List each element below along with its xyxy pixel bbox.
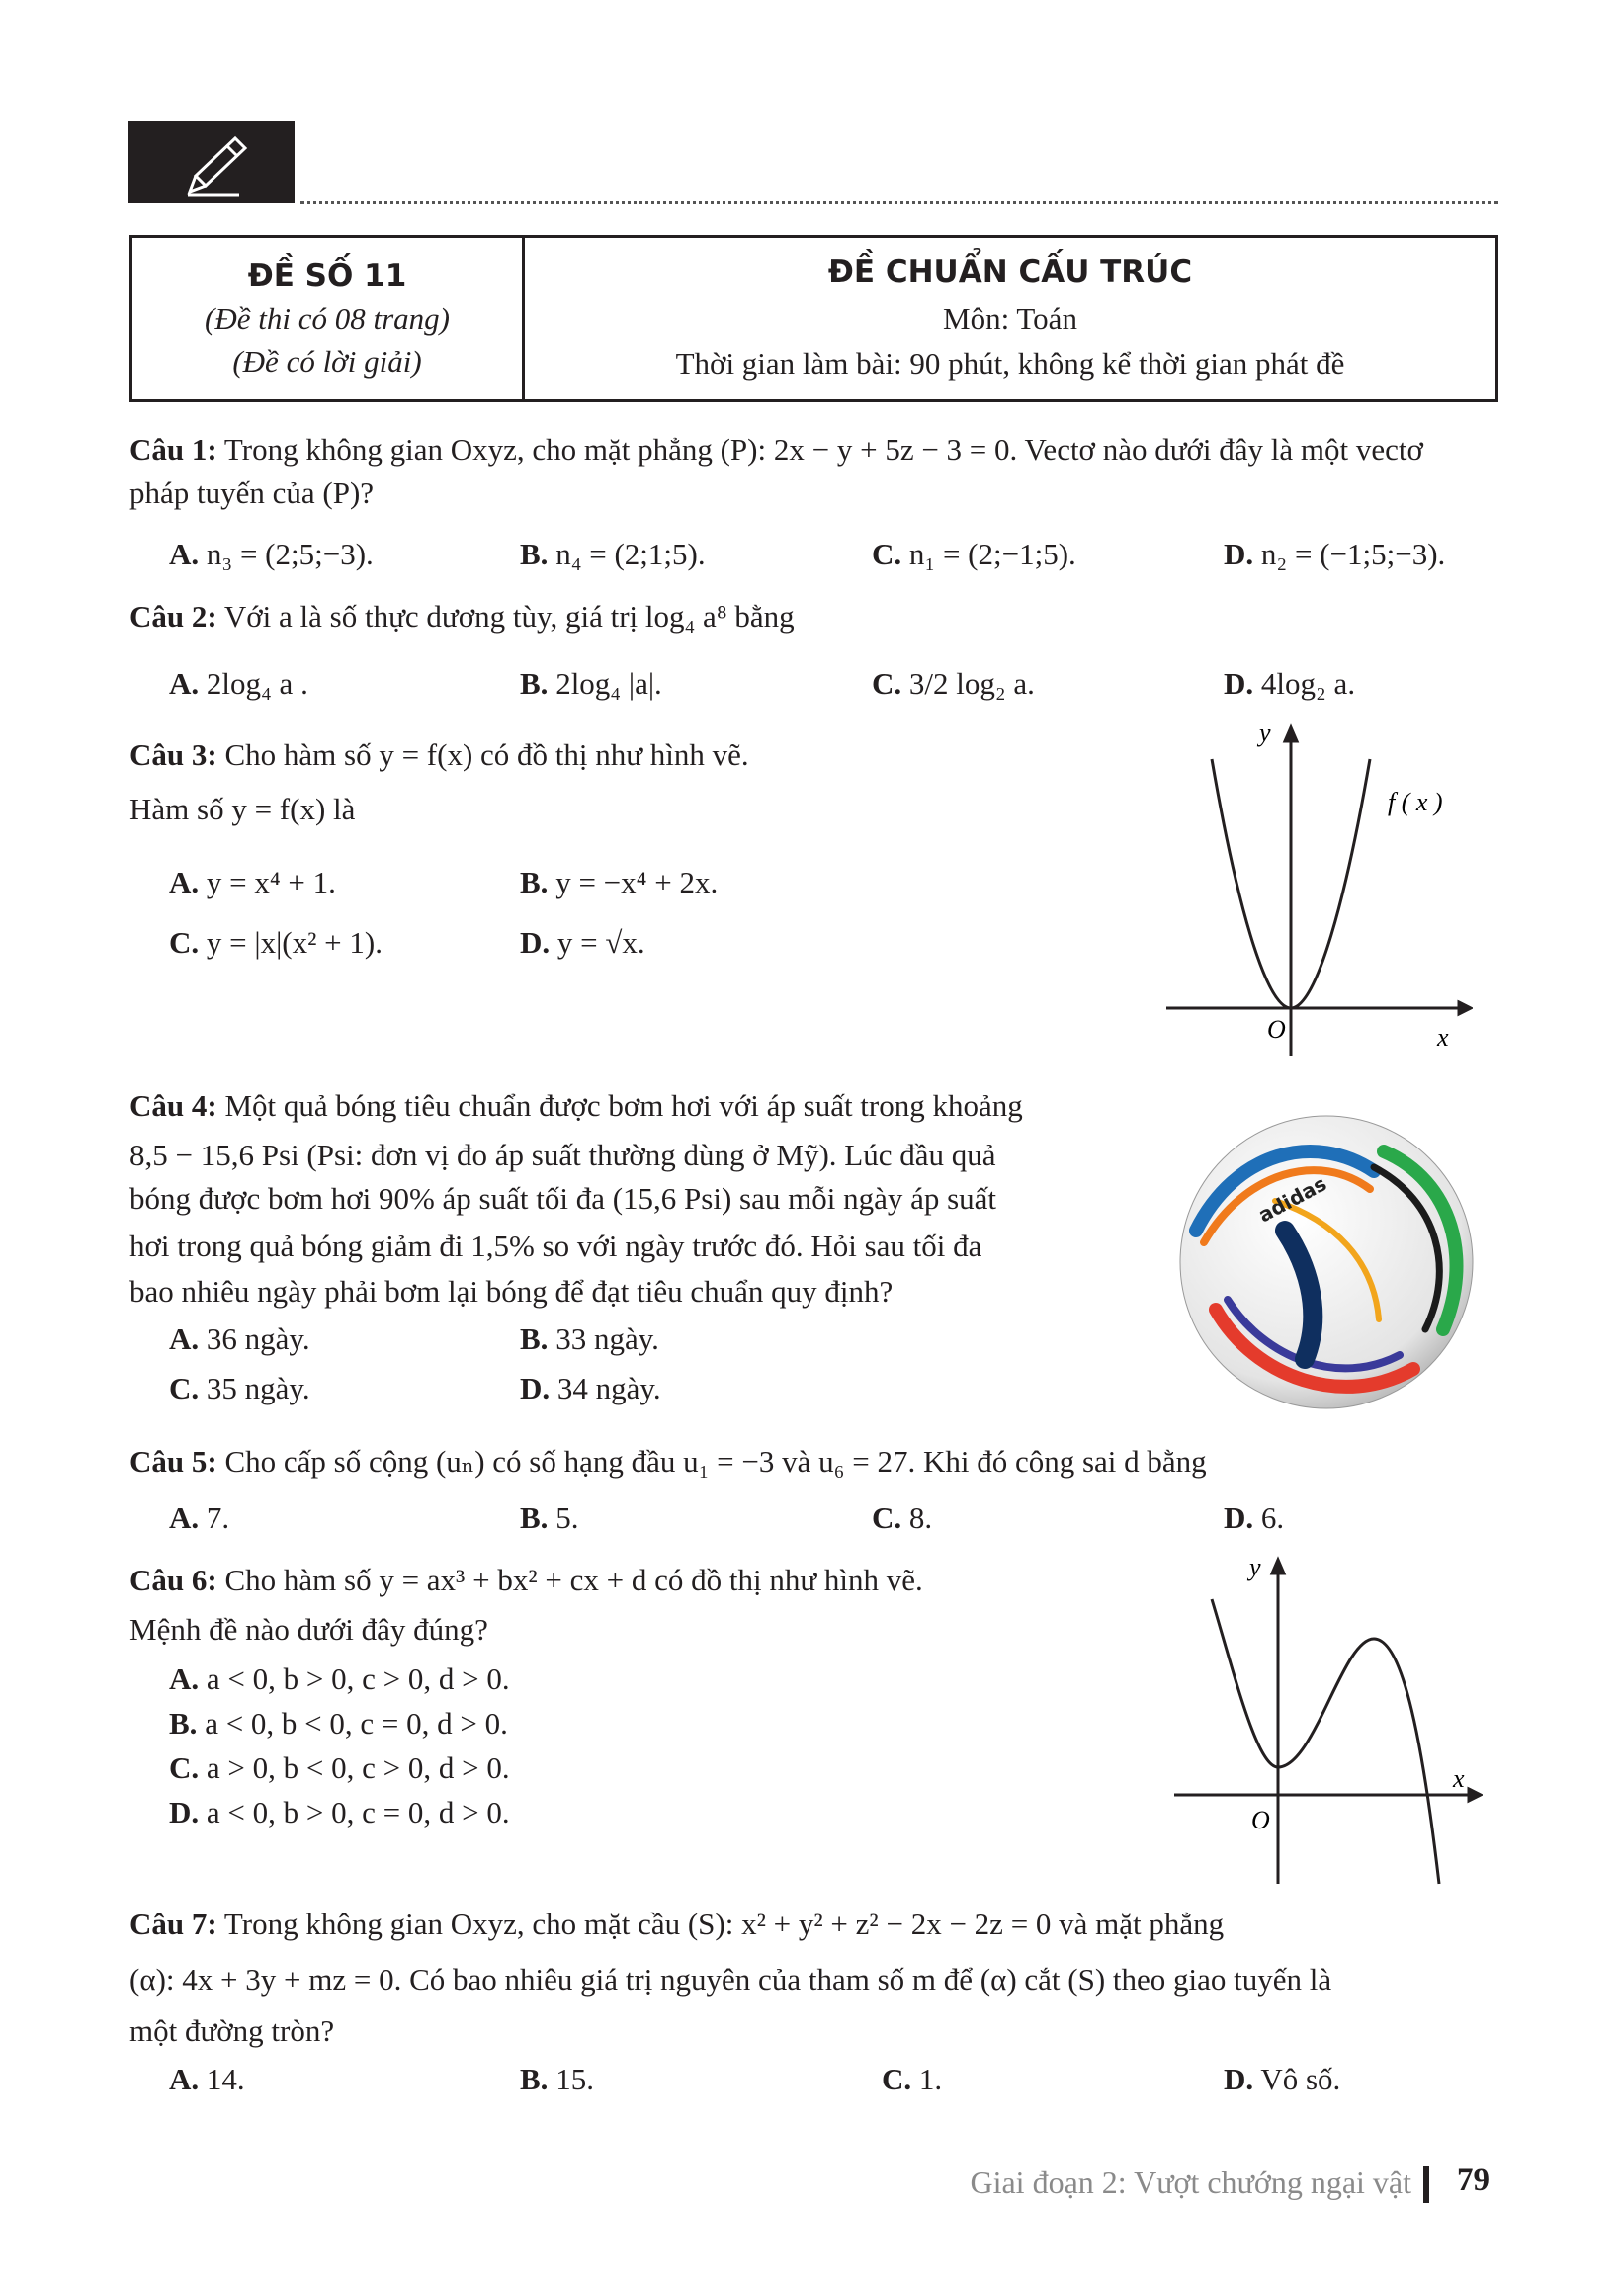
exam-number: ĐỀ SỐ 11 <box>247 258 407 294</box>
q7-option-a: A. 14. <box>169 2062 245 2096</box>
question-label: Câu 1: <box>129 432 217 467</box>
q2-option-d: D. 4log₂ a. <box>1224 666 1356 701</box>
question-7-line-3: một đường tròn? <box>129 2013 335 2048</box>
dotted-divider <box>300 201 1498 204</box>
q4-option-c: C. 35 ngày. <box>169 1371 310 1405</box>
question-4-line-2: 8,5 − 15,6 Psi (Psi: đơn vị đo áp suất thường dùng ở Mỹ). Lúc đầu quả <box>129 1138 996 1172</box>
y-axis-arrow <box>1272 1560 1284 1573</box>
question-4-line-5: bao nhiêu ngày phải bơm lại bóng để đạt tiêu chuẩn quy định? <box>129 1274 894 1309</box>
question-7-line-2: (α): 4x + 3y + mz = 0. Có bao nhiêu giá trị nguyên của tham số m để (α) cắt (S) theo giao tuyến là <box>129 1962 1332 1997</box>
soccer-ball-image <box>1176 1112 1478 1413</box>
question-6: Câu 6: Cho hàm số y = ax³ + bx² + cx + d có đồ thị như hình vẽ. <box>129 1563 923 1597</box>
question-1-cont: pháp tuyến của (P)? <box>129 475 375 510</box>
origin-label: O <box>1251 1806 1270 1834</box>
q7-option-c: C. 1. <box>882 2062 943 2096</box>
q6-graph <box>1166 1550 1483 1886</box>
cubic-curve <box>1212 1599 1439 1884</box>
question-text: Trong không gian Oxyz, cho mặt phẳng (P): 2x − y + 5z − 3 = 0. Vectơ nào dưới đây là một vectơ <box>223 432 1423 467</box>
q2-option-b: B. 2log₄ |a|. <box>520 666 662 701</box>
q5-option-d: D. 6. <box>1224 1500 1285 1535</box>
question-1 <box>129 431 1423 468</box>
y-label: y <box>1259 720 1271 747</box>
question-3: Câu 3: Cho hàm số y = f(x) có đồ thị như hình vẽ. <box>129 737 749 772</box>
q6-option-b: B. a < 0, b < 0, c = 0, d > 0. <box>169 1706 508 1741</box>
question-5: Câu 5: Cho cấp số cộng (uₙ) có số hạng đầu u₁ = −3 và u₆ = 27. Khi đó công sai d bằng <box>129 1444 1207 1479</box>
q1-option-c: C. n₁ = (2;−1;5). <box>872 537 1076 571</box>
q1-option-d: D. n₂ = (−1;5;−3). <box>1224 537 1446 571</box>
q7-option-d: D. Vô số. <box>1224 2062 1341 2096</box>
pencil-icon <box>128 121 295 203</box>
x-axis-arrow <box>1459 1002 1471 1014</box>
q6-option-d: D. a < 0, b > 0, c = 0, d > 0. <box>169 1795 510 1829</box>
exam-title: ĐỀ CHUẨN CẤU TRÚC <box>827 254 1193 290</box>
question-2: Câu 2: Với a là số thực dương tùy, giá trị log₄ a⁸ bằng <box>129 599 795 634</box>
exam-info <box>132 238 525 399</box>
question-3-cont: Hàm số y = f(x) là <box>129 792 356 826</box>
q2-option-a: A. 2log₄ a . <box>169 666 308 701</box>
x-axis-arrow <box>1469 1789 1481 1801</box>
question-4: Câu 4: Một quả bóng tiêu chuẩn được bơm hơi với áp suất trong khoảng <box>129 1088 1023 1123</box>
question-4-line-4: hơi trong quả bóng giảm đi 1,5% so với ngày trước đó. Hỏi sau tối đa <box>129 1229 982 1263</box>
footer-section-title: Giai đoạn 2: Vượt chướng ngại vật <box>970 2165 1411 2200</box>
q2-option-c: C. 3/2 log₂ a. <box>872 666 1035 701</box>
x-label: x <box>1453 1764 1465 1793</box>
q1-option-b: B. n₄ = (2;1;5). <box>520 537 706 571</box>
subject: Môn: Toán <box>943 301 1077 336</box>
q3-option-d: D. y = √x. <box>520 925 645 960</box>
question-4-line-3: bóng được bơm hơi 90% áp suất tối đa (15,6 Psi) sau mỗi ngày áp suất <box>129 1181 997 1216</box>
q5-option-b: B. 5. <box>520 1500 579 1535</box>
q4-option-b: B. 33 ngày. <box>520 1321 659 1356</box>
y-axis-arrow <box>1285 727 1297 741</box>
q7-option-b: B. 15. <box>520 2062 594 2096</box>
q3-option-a: A. y = x⁴ + 1. <box>169 865 336 899</box>
q1-option-a: A. n₃ = (2;5;−3). <box>169 537 374 571</box>
q3-graph <box>1166 720 1473 1056</box>
x-label: x <box>1437 1023 1449 1052</box>
svg-text:adidas: adidas <box>1254 1171 1331 1228</box>
curve-label: f ( x ) <box>1388 788 1443 816</box>
q3-option-b: B. y = −x⁴ + 2x. <box>520 865 719 899</box>
q4-option-d: D. 34 ngày. <box>520 1371 661 1405</box>
q6-option-c: C. a > 0, b < 0, c > 0, d > 0. <box>169 1750 510 1785</box>
exam-details <box>525 238 1495 399</box>
question-7: Câu 7: Trong không gian Oxyz, cho mặt cầu (S): x² + y² + z² − 2x − 2z = 0 và mặt phẳng <box>129 1907 1225 1941</box>
q5-option-a: A. 7. <box>169 1500 230 1535</box>
exam-time: Thời gian làm bài: 90 phút, không kể thời gian phát đề <box>675 346 1345 381</box>
y-label: y <box>1249 1553 1261 1581</box>
pages-note: (Đề thi có 08 trang) <box>205 301 450 336</box>
page-number: 79 <box>1457 2163 1490 2198</box>
origin-label: O <box>1267 1015 1286 1044</box>
footer-divider <box>1423 2166 1429 2203</box>
solution-note: (Đề có lời giải) <box>232 344 422 379</box>
exam-header <box>129 235 1498 402</box>
q5-option-c: C. 8. <box>872 1500 933 1535</box>
q3-option-c: C. y = |x|(x² + 1). <box>169 925 383 960</box>
q6-option-a: A. a < 0, b > 0, c > 0, d > 0. <box>169 1661 510 1696</box>
q4-option-a: A. 36 ngày. <box>169 1321 310 1356</box>
question-6-cont: Mệnh đề nào dưới đây đúng? <box>129 1612 488 1647</box>
